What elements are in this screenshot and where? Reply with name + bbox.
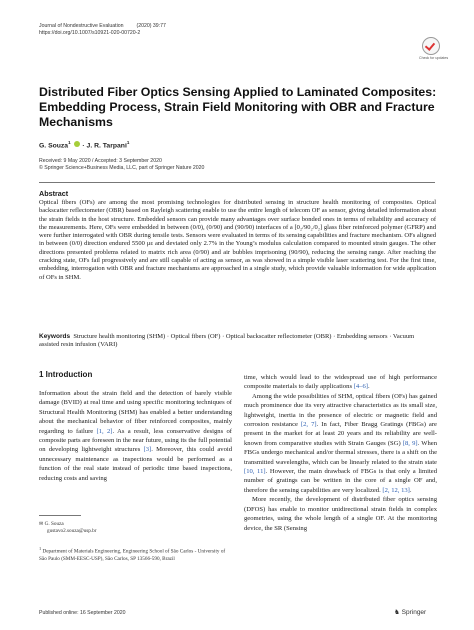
keywords (39, 333, 436, 350)
citation-link[interactable]: [2, 7] (300, 421, 317, 429)
citation-link[interactable]: [10, 11] (244, 468, 266, 476)
citation-link[interactable]: [4–6] (353, 383, 368, 391)
paragraph: Among the wide possibilities of SHM, optical fibers (OFs) has gained much prominence due its very attractive characteristics as its small size, lightweight, inertia in the presence of electric or magnetic field and corrosion resistance [2, 7]. In fact, Fiber Bragg Gratings (FBGs) are present in the market for at least 20 years and its reliability are well-known from comparative studies with Strain Gauges (SG) [8, 9]. When FBGs undergo mechanical and/or thermal stresses, there is a shift on the transmitted wavelengths, which can be linearly related to the strain state [10, 11]. However, the main drawback of FBGs is that only a limited number of gratings can be written in the core of a single OF and, therefore the sensing capabilities are very localized. [2, 12, 13]. (244, 392, 437, 494)
paper-title: Distributed Fiber Optics Sensing Applied to Laminated Composites: Embedding Process, Strain Field Monitoring with OBR and Fracture Mechanisms (39, 85, 437, 130)
check-updates-icon (422, 37, 440, 55)
intro-right-column (244, 373, 437, 533)
citation-link[interactable]: [1, 2] (96, 427, 113, 435)
author-email[interactable]: gustavo2.souza@usp.br (47, 527, 97, 534)
keywords-text: Structure health monitoring (SHM) · Optical fibers (OF) · Optical backscatter reflectometer (OBR) · Embedding sensors · Vacuum assisted resin infusion (VARI) (39, 333, 415, 349)
abstract-heading: Abstract (39, 189, 69, 198)
section-heading: 1 Introduction (39, 370, 93, 379)
author-list: G. Souza$^1$ · J. R. Tarpani$^1$ (39, 140, 130, 150)
paragraph: Information about the strain field and the detection of barely visible damage (BVID) at real time and using specific monitoring techniques of Structural Health Monitoring (SHM) has enabled a better understanding about the mechanical behavior of fiber reinforced composites, mainly regarding to failure [1, 2]. As a result, less conservative designs of composite parts are foreseen in the near future, using its the full potential on developing lightweight structures [3]. Moreover, this could avoid unnecessary maintenance as inspections would be performed as a function of the real state instead of periodic time based inspections, reducing costs and saving (39, 390, 232, 482)
received-accepted: Received: 9 May 2020 / Accepted: 3 September 2020 (39, 158, 162, 164)
divider (39, 182, 435, 183)
email-author: ✉ G. Souza (39, 521, 64, 527)
citation-link[interactable]: [3] (143, 446, 152, 454)
publisher-name: Springer (401, 609, 427, 616)
paragraph: time, which would lead to the widespread use of high performance composite materials to daily applications [4–6]. (244, 374, 437, 391)
corresponding-author (39, 521, 229, 535)
publication-dates (39, 158, 204, 172)
check-for-updates-badge[interactable] (419, 37, 449, 60)
publisher-logo (394, 608, 426, 616)
citation-link[interactable]: [2, 12, 13] (382, 486, 410, 494)
author-name[interactable]: J. R. Tarpani (86, 142, 127, 150)
journal-header (39, 23, 166, 37)
copyright-line: © Springer Science+Business Media, LLC, part of Springer Nature 2020 (39, 165, 205, 171)
check-updates-label: Check for updates (419, 56, 449, 60)
footnote-divider (39, 515, 81, 516)
affiliation-text: Department of Materials Engineering, Engineering School of São Carlos - University of São Paulo (SMM-EESC-USP), São Carlos, SP 13566-590, Brazil (39, 548, 226, 562)
orcid-icon[interactable] (74, 141, 80, 147)
author-name[interactable]: G. Souza (39, 142, 69, 150)
citation-link[interactable]: [8, 9] (402, 439, 418, 447)
springer-horse-icon: ♞ (394, 609, 400, 616)
journal-name: Journal of Nondestructive Evaluation (39, 23, 124, 29)
intro-left-column (39, 389, 232, 483)
keywords-label: Keywords (39, 333, 71, 340)
journal-citation: (2020) 39:77 (136, 23, 166, 29)
paragraph: More recently, the development of distributed fiber optics sensing (DFOS) has enable to monitor unidirectional strain fields in complex geometries, using the whole length of a single OF. At the monitoring device, the SR (Sensing (244, 496, 437, 532)
published-online: Published online: 16 September 2020 (39, 610, 126, 616)
journal-doi[interactable]: https://doi.org/10.1007/s10921-020-00720-2 (39, 30, 141, 36)
abstract-text: Optical fibers (OFs) are among the most promising technologies for distributed sensing in structure health monitoring of composites. Optical backscatter reflectometer (OBR) based on Rayleigh scattering enable to use the entire length of telecom OF as sensor, giving detailed information about the strain fields in the host structure. Embedded sensors can provide many advantages over surface bonded ones in terms of reliability and accuracy of the measurements. Here, OFs were embedded in between (0/0), (0/90) and (90/90) interfaces of a [0₂/90₂/0₂] glass fiber reinforced polymer (GFRP) and were further interrogated with OBR during tensile tests. Sensors were evaluated in terms of its sensing capabilities and fracture mechanism. OFs aligned in between (0/0) direction endured 5500 με and deviated only 2.7% in the Young’s modulus calculation compared to mounted strain gauges. The other directions presented problems related to matrix rich area (0/90) and air bubbles imprisoning (90/90), reducing the sensing range. After reaching the cracking state, OFs fail progressively and are still capable of acting as sensor, as was showed in a simple visible laser scattering test. For the first time, embedding, interrogation with OBR and fracture mechanisms are approached in a single study, which provide valuable information for wide application of OFs in SHM. (39, 199, 436, 281)
affiliation: $^1$ Department of Materials Engineering, Engineering School of São Carlos - University of São Paulo (SMM-EESC-USP), São Carlos, SP 13566-590, Brazil (39, 546, 226, 562)
